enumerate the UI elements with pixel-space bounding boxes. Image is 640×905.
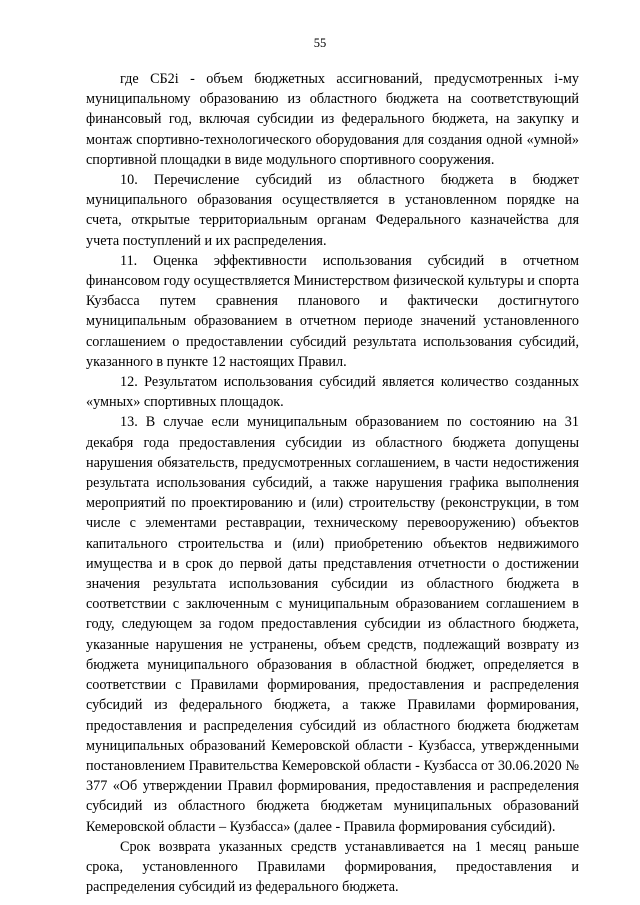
page-number: 55 (313, 36, 327, 50)
paragraph-formula-explanation: где СБ2i - объем бюджетных ассигнований, предусмотренных i-му муниципальному образованию из областного бюджета на соответствующий финансовый год, включая субсидии из федерального бюджета, на закупку и монтаж спортивно-технологического оборудования для создания одной «умной» спортивной площадки в виде модульного спортивного сооружения. (86, 71, 579, 168)
paragraph-11: 11. Оценка эффективности использования субсидий в отчетном финансовом году осуществляется Министерством физической культуры и спорта Кузбасса путем сравнения планового и фактически достигнутого муниципальным образованием в отчетном периоде значений установленного соглашением о предоставлении субсидий результата использования субсидий, указанного в пункте 12 настоящих Правил. (86, 252, 579, 370)
paragraph-12: 12. Результатом использования субсидий является количество созданных «умных» спортивных площадок. (86, 374, 579, 411)
paragraph-return-deadline: Срок возврата указанных средств устанавливается на 1 месяц раньше срока, установленного Правилами формирования, предоставления и распределения субсидий из федерального бюджета. (86, 838, 579, 896)
document-body (86, 69, 579, 897)
paragraph-13: 13. В случае если муниципальным образованием по состоянию на 31 декабря года предоставления субсидии из областного бюджета допущены нарушения обязательств, предусмотренных соглашением, в части недостижения результата использования субсидий, а также нарушения графика выполнения мероприятий по проектированию и (или) строительству (реконструкции, в том числе с элементами реставрации, техническому перевооружению) объектов капитального строительства и (или) приобретению объектов недвижимого имущества и в срок до первой даты представления отчетности о достижении значения результата использования субсидии из областного бюджета в соответствии с заключенным с муниципальным образованием соглашением в году, следующем за годом предоставления субсидии из областного бюджета, указанные нарушения не устранены, объем средств, подлежащий возврату из бюджета муниципального образования в областной бюджет, определяется в соответствии с Правилами формирования, предоставления и распределения субсидий из федерального бюджета, а также Правилами формирования, предоставления и распределения субсидий из областного бюджета бюджетам муниципальных образований Кемеровской области - Кузбасса, утвержденными постановлением Правительства Кемеровской области - Кузбасса от 30.06.2020 № 377 «Об утверждении Правил формирования, предоставления и распределения субсидий из областного бюджета бюджетам муниципальных образований Кемеровской области – Кузбасса» (далее - Правила формирования субсидий). (86, 414, 579, 835)
paragraph-10: 10. Перечисление субсидий из областного бюджета в бюджет муниципального образования осуществляется в установленном порядке на счета, открытые территориальным органам Федерального казначейства для учета поступлений и их распределения. (86, 172, 579, 249)
